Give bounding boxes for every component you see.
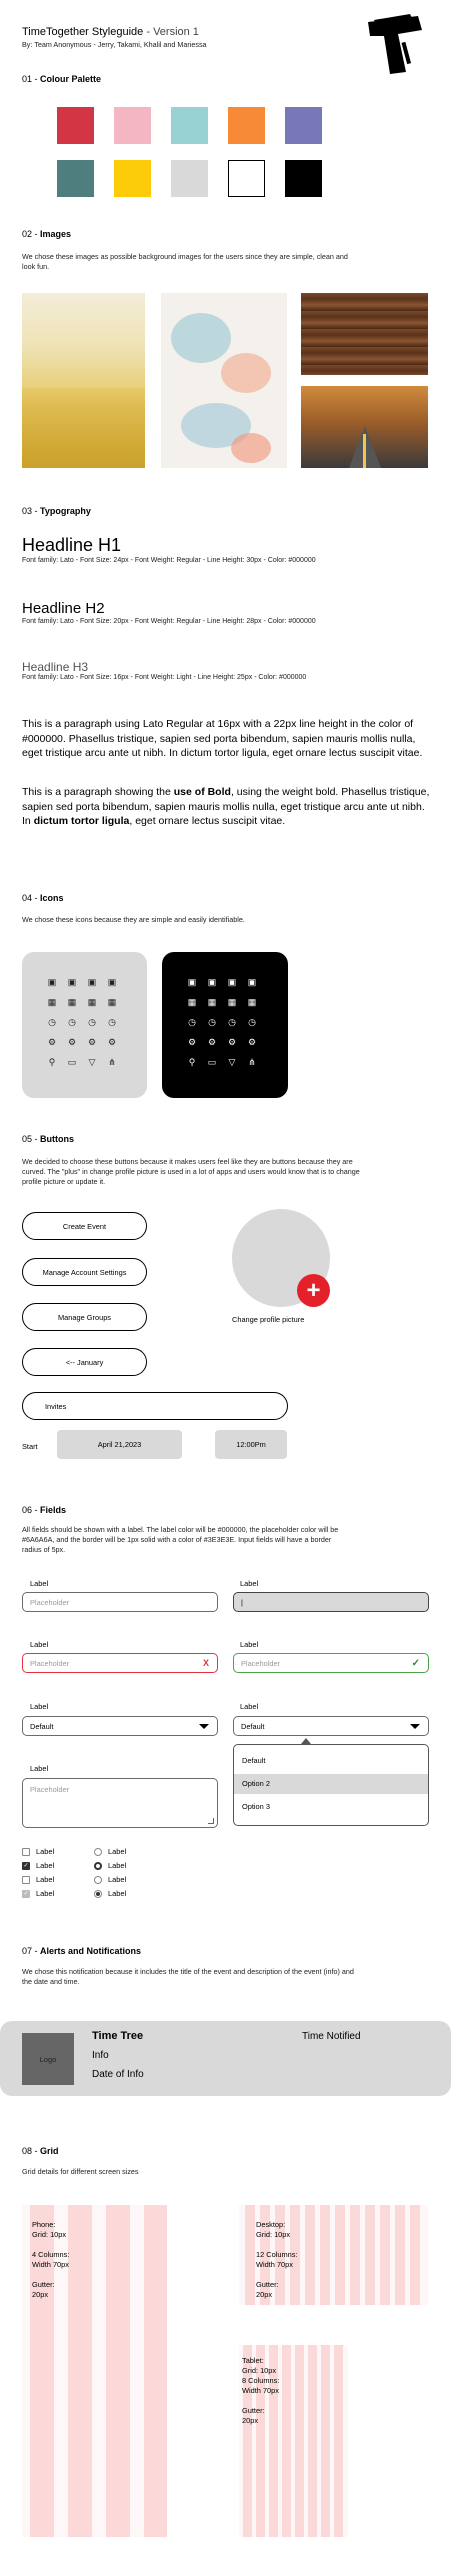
paragraph-bold	[22, 785, 432, 829]
para-text: , using the weight bold. Phasellus tristique, sapien sed porta bibendum, sapien mauris mollis nulla, eget tristique arcu ante ut nibh. In	[22, 786, 430, 827]
ui-icon: ▣	[47, 977, 57, 987]
placeholder-text: Placeholder	[241, 1658, 281, 1668]
start-label: Start	[22, 1442, 38, 1451]
notification-time: Time Notified	[302, 2031, 361, 2042]
para-text: This is a paragraph showing the	[22, 786, 174, 798]
notification-info: Info	[92, 2050, 109, 2061]
grid-column	[334, 2345, 343, 2537]
ui-icon: ▦	[247, 997, 257, 1007]
section-name: Images	[40, 229, 72, 239]
grid-spec-line: 12 Columns:	[256, 2250, 298, 2259]
ui-icon: ⋔	[248, 1057, 256, 1067]
tablet-grid-specs	[242, 2356, 279, 2426]
text-input-error[interactable]	[22, 1653, 218, 1673]
radio-selected-icon	[94, 1890, 102, 1898]
grid-column	[320, 2205, 330, 2305]
placeholder-text: Placeholder	[30, 1658, 70, 1668]
grid-spec-line: Width 70px	[242, 2386, 279, 2395]
grid-spec-line: 4 Columns:	[32, 2250, 70, 2259]
checkbox-label: Label	[36, 1889, 55, 1898]
grid-column	[350, 2205, 360, 2305]
notification-title: Time Tree	[92, 2030, 144, 2042]
grid-spec-line	[32, 2240, 69, 2250]
ui-icon: ⚲	[48, 1057, 56, 1067]
dropdown-caret-icon	[301, 1738, 311, 1744]
section-title-images	[22, 229, 71, 239]
para-text: , eget ornare lectus suscipit vitae.	[129, 815, 286, 827]
ui-icon: ▦	[67, 997, 77, 1007]
grid-column	[335, 2205, 345, 2305]
ui-icon: ⚙	[187, 1037, 197, 1047]
select-value: Default	[30, 1721, 54, 1731]
section-name: Fields	[40, 1505, 67, 1515]
h3-spec: Font family: Lato - Font Size: 16px - Font Weight: Light - Line Height: 25px - Color: #000000	[22, 674, 307, 681]
notification-card[interactable]	[0, 2021, 451, 2096]
ui-icon: ◷	[88, 1017, 96, 1027]
manage-groups-button[interactable]: Manage Groups	[22, 1303, 147, 1331]
text-input-default[interactable]	[22, 1592, 218, 1612]
invites-button[interactable]: Invites	[22, 1392, 288, 1420]
grid-column	[245, 2205, 255, 2305]
checkbox-disabled[interactable]	[22, 1889, 54, 1898]
select-default[interactable]	[22, 1716, 218, 1736]
radio-unselected[interactable]	[94, 1847, 126, 1856]
styleguide-title	[22, 26, 199, 38]
para-bold: use of Bold	[173, 786, 231, 798]
ui-icon: ▣	[67, 977, 77, 987]
grid-spec-line: 20px	[256, 2290, 273, 2299]
grid-column	[308, 2345, 317, 2537]
section-number: 05 -	[22, 1134, 38, 1144]
ui-icon: ▭	[67, 1057, 77, 1067]
text-input-focused[interactable]	[233, 1592, 429, 1612]
change-profile-label: Change profile picture	[232, 1315, 305, 1324]
buttons-description: We decided to choose these buttons because it makes users feel like they are buttons because they are curved. The "plus" in change profile picture is used in a lot of apps and users would know that is to change profile picture or update it.	[22, 1157, 360, 1186]
resize-handle-icon	[208, 1818, 214, 1824]
grid-spec-line: Gutter:	[256, 2280, 279, 2289]
field-label: Label	[30, 1702, 49, 1711]
grid-spec-line	[32, 2270, 69, 2280]
grid-spec-line: Gutter:	[32, 2280, 55, 2289]
colour-swatch	[285, 160, 322, 197]
ui-icon: ◷	[108, 1017, 116, 1027]
ui-icon: ⚙	[87, 1037, 97, 1047]
field-label: Label	[30, 1579, 49, 1588]
text-input-success[interactable]	[233, 1653, 429, 1673]
checkbox-label: Label	[36, 1847, 55, 1856]
field-label: Label	[30, 1764, 49, 1773]
grid-column	[365, 2205, 375, 2305]
ui-icon: ▽	[88, 1057, 96, 1067]
colour-swatch	[285, 107, 322, 144]
ui-icon: ⋔	[108, 1057, 116, 1067]
grid-spec-line: Grid: 10px	[32, 2230, 67, 2239]
time-picker-button[interactable]: 12:00Pm	[215, 1430, 287, 1459]
placeholder-text: Placeholder	[30, 1785, 70, 1794]
radio-focused-icon	[94, 1862, 102, 1870]
ui-icon: ◷	[248, 1017, 256, 1027]
ui-icon: ▦	[207, 997, 217, 1007]
headline-h3: Headline H3	[22, 660, 89, 674]
grid-spec-line: Gutter:	[242, 2406, 265, 2415]
ui-icon: ▽	[228, 1057, 236, 1067]
grid-spec-line: Grid: 10px	[256, 2230, 291, 2239]
radio-label: Label	[108, 1847, 127, 1856]
ui-icon: ▣	[87, 977, 97, 987]
ui-icon: ▣	[207, 977, 217, 987]
ui-icon: ▣	[247, 977, 257, 987]
colour-swatch	[114, 107, 151, 144]
ui-icon: ⚲	[188, 1057, 196, 1067]
textarea-field[interactable]	[22, 1778, 218, 1828]
section-name: Icons	[40, 893, 64, 903]
ui-icon: ◷	[188, 1017, 196, 1027]
colour-swatch	[57, 107, 94, 144]
ui-icon: ◷	[208, 1017, 216, 1027]
checkbox-checked-icon: ✓	[23, 1863, 29, 1869]
section-title-colour	[22, 74, 101, 84]
grid-spec-line: 8 Columns:	[242, 2376, 280, 2385]
dropdown-option[interactable]: Default	[242, 1756, 266, 1765]
ui-icon: ▦	[227, 997, 237, 1007]
grid-spec-line: Desktop:	[256, 2220, 286, 2229]
ui-icon: ▣	[187, 977, 197, 987]
dropdown-menu	[233, 1744, 429, 1826]
checkbox-checked[interactable]	[22, 1861, 54, 1870]
background-image-yellow	[22, 293, 145, 468]
section-number: 02 -	[22, 229, 38, 239]
icons-description: We chose these icons because they are simple and easily identifiable.	[22, 915, 245, 924]
colour-swatch	[228, 107, 265, 144]
section-name: Grid	[40, 2146, 59, 2156]
alerts-description: We chose this notification because it includes the title of the event and description of the event (info) and the date and time.	[22, 1967, 354, 1986]
grid-column	[144, 2205, 167, 2537]
grid-spec-line: Grid: 10px	[242, 2366, 277, 2375]
section-name: Buttons	[40, 1134, 75, 1144]
ui-icon: ⚙	[67, 1037, 77, 1047]
grid-spec-line: Width 70px	[32, 2260, 69, 2269]
checkbox-unchecked[interactable]	[22, 1847, 54, 1856]
dropdown-option-highlighted[interactable]: Option 2	[234, 1774, 428, 1794]
placeholder-text: Placeholder	[30, 1597, 70, 1607]
grid-description: Grid details for different screen sizes	[22, 2167, 139, 2176]
colour-swatch	[171, 160, 208, 197]
grid-column	[380, 2205, 390, 2305]
dropdown-arrow-icon	[410, 1724, 420, 1729]
grid-spec-line	[256, 2240, 298, 2250]
background-image-wood	[301, 293, 428, 375]
icon-set-dark	[162, 952, 288, 1098]
checkbox-disabled-icon: ✓	[23, 1891, 29, 1897]
grid-column	[295, 2345, 304, 2537]
headline-h1: Headline H1	[22, 535, 122, 555]
checkbox-unchecked[interactable]	[22, 1875, 54, 1884]
section-number: 03 -	[22, 506, 38, 516]
checkbox-icon	[22, 1848, 30, 1856]
grid-spec-line: Phone:	[32, 2220, 56, 2229]
select-open[interactable]	[233, 1716, 429, 1736]
paragraph-regular: This is a paragraph using Lato Regular at 16px with a 22px line height in the color of #000000. Phasellus tristique, sapien sed porta bibendum, sapien mauris mollis nulla, eget tristique arcu ante ut nibh. In dictum tortor ligula, eget ornare lectus suscipit vitae.	[22, 718, 423, 759]
field-label: Label	[30, 1640, 49, 1649]
ui-icon: ▦	[87, 997, 97, 1007]
colour-swatch	[114, 160, 151, 197]
background-image-watercolour	[161, 293, 287, 468]
colour-swatch	[228, 160, 265, 197]
section-number: 04 -	[22, 893, 38, 903]
colour-swatch	[171, 107, 208, 144]
grid-column	[395, 2205, 405, 2305]
notification-logo	[22, 2033, 74, 2085]
version-text: - Version 1	[146, 26, 199, 38]
icon-set-light	[22, 952, 147, 1098]
section-number: 01 -	[22, 74, 38, 84]
para-bold: dictum tortor ligula	[33, 815, 130, 827]
section-title-grid	[22, 2146, 59, 2156]
ui-icon: ◷	[48, 1017, 56, 1027]
radio-unselected[interactable]	[94, 1875, 126, 1884]
background-image-road	[301, 386, 428, 468]
ui-icon: ⚙	[47, 1037, 57, 1047]
grid-column	[305, 2205, 315, 2305]
dropdown-arrow-icon	[199, 1724, 209, 1729]
grid-spec-line: 20px	[242, 2416, 259, 2425]
colour-swatch	[57, 160, 94, 197]
radio-icon	[94, 1876, 102, 1884]
radio-label: Label	[108, 1889, 127, 1898]
section-name: Typography	[40, 506, 91, 516]
ui-icon: ⚙	[107, 1037, 117, 1047]
section-number: 08 -	[22, 2146, 38, 2156]
h1-spec: Font family: Lato - Font Size: 24px - Font Weight: Regular - Line Height: 30px - Color: #000000	[22, 557, 316, 564]
ui-icon: ▦	[107, 997, 117, 1007]
field-label: Label	[240, 1579, 259, 1588]
grid-spec-line: Tablet:	[242, 2356, 264, 2365]
section-number: 07 -	[22, 1946, 38, 1956]
h2-spec: Font family: Lato - Font Size: 20px - Font Weight: Regular - Line Height: 28px - Color: #000000	[22, 618, 316, 625]
field-label: Label	[240, 1640, 259, 1649]
radio-label: Label	[108, 1875, 127, 1884]
grid-spec-line	[242, 2396, 279, 2406]
images-description: We chose these images as possible background images for the users since they are simple, clean and look fun.	[22, 252, 348, 271]
manage-account-settings-button[interactable]: Manage Account Settings	[22, 1258, 147, 1286]
section-title-icons	[22, 893, 64, 903]
desktop-grid-specs	[256, 2220, 298, 2300]
radio-selected[interactable]	[94, 1889, 126, 1898]
ui-icon: ▦	[47, 997, 57, 1007]
ui-icon: ▦	[187, 997, 197, 1007]
grid-column	[321, 2345, 330, 2537]
section-title-buttons	[22, 1134, 74, 1144]
grid-spec-line: Width 70px	[256, 2260, 293, 2269]
grid-column	[68, 2205, 92, 2537]
timetogether-logo	[360, 12, 432, 78]
ui-icon: ⚙	[247, 1037, 257, 1047]
grid-spec-line: 20px	[32, 2290, 49, 2299]
phone-grid-specs	[32, 2220, 69, 2300]
grid-column	[282, 2345, 291, 2537]
section-name: Colour Palette	[40, 74, 102, 84]
ui-icon: ◷	[68, 1017, 76, 1027]
ui-icon: ▣	[227, 977, 237, 987]
grid-spec-line	[256, 2270, 298, 2280]
previous-month-button[interactable]: <-- January	[22, 1348, 147, 1376]
grid-column	[410, 2205, 420, 2305]
check-icon: ✓	[411, 1657, 420, 1669]
text-cursor: |	[241, 1597, 243, 1607]
logo-text: Logo	[39, 2054, 57, 2064]
fields-description: All fields should be shown with a label. The label color will be #000000, the placeholder color will be #6A6A6A, and the border will be 1px solid with a color of #3E3E3E. Input fields will have a border radius of 5px.	[22, 1525, 339, 1554]
section-name: Alerts and Notifications	[40, 1946, 142, 1956]
date-picker-button[interactable]: April 21,2023	[57, 1430, 182, 1459]
add-profile-picture-button[interactable]	[297, 1274, 330, 1307]
radio-icon	[94, 1848, 102, 1856]
plus-icon: +	[306, 1276, 321, 1304]
select-value: Default	[241, 1721, 265, 1731]
headline-h2: Headline H2	[22, 600, 105, 617]
ui-icon: ▭	[207, 1057, 217, 1067]
dropdown-option[interactable]: Option 3	[242, 1802, 270, 1811]
grid-column	[106, 2205, 130, 2537]
ui-icon: ⚙	[227, 1037, 237, 1047]
ui-icon: ◷	[228, 1017, 236, 1027]
radio-focused[interactable]	[94, 1861, 126, 1870]
ui-icon: ▣	[107, 977, 117, 987]
section-title-typography	[22, 506, 91, 516]
radio-label: Label	[108, 1861, 127, 1870]
notification-date: Date of Info	[92, 2069, 144, 2080]
section-number: 06 -	[22, 1505, 38, 1515]
section-title-alerts	[22, 1946, 141, 1956]
checkbox-icon	[22, 1876, 30, 1884]
checkbox-label: Label	[36, 1861, 55, 1870]
error-icon: X	[202, 1658, 209, 1668]
section-title-fields	[22, 1505, 66, 1515]
ui-icon: ⚙	[207, 1037, 217, 1047]
byline: By: Team Anonymous - Jerry, Takami, Khalil and Mariessa	[22, 40, 207, 49]
checkbox-label: Label	[36, 1875, 55, 1884]
create-event-button[interactable]: Create Event	[22, 1212, 147, 1240]
title-text: TimeTogether Styleguide	[22, 26, 144, 38]
field-label: Label	[240, 1702, 259, 1711]
